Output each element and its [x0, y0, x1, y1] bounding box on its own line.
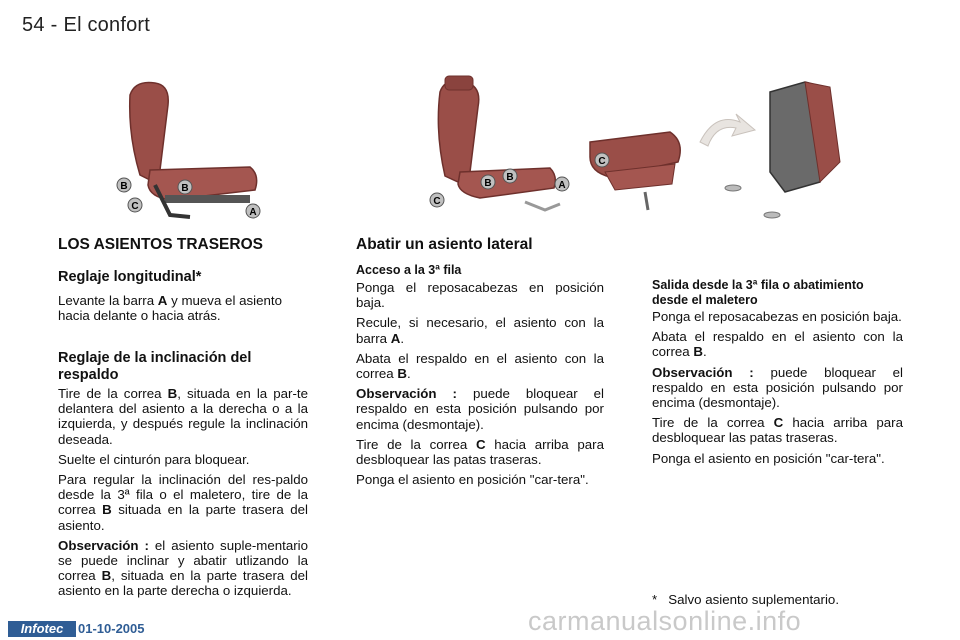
footnote-mark: * — [652, 592, 658, 607]
label-a-marker — [555, 177, 569, 191]
label-c-marker — [595, 153, 609, 167]
print-date: 01-10-2005 — [78, 621, 145, 636]
label-b-marker — [481, 175, 495, 189]
seat-adjustment-illustration — [110, 75, 270, 225]
seat-folding-illustration — [410, 72, 890, 222]
paragraph-access: Ponga el reposacabezas en posición baja. Recule, si necesario, el asiento con la barra A. Abata el respaldo en el asiento con la correa B. Observación : puede bloquear el respaldo en esta posición pulsando por encima (desmontaje). Tire de la correa C hacia arriba para desbloquear las patas traseras. Ponga el asiento en posición "car-tera". — [356, 280, 604, 488]
infotec-logo: Infotec — [8, 621, 76, 637]
subheading-exit: Salida desde la 3ª fila o abatimiento desde el maletero — [652, 278, 864, 307]
label-a-marker — [246, 204, 260, 218]
paragraph-longitudinal: Levante la barra A y mueva el asiento hacia delante o hacia atrás. — [58, 293, 282, 324]
paragraph-exit: Ponga el reposacabezas en posición baja. Abata el respaldo en el asiento con la correa B. Observación : puede bloquear el respaldo en esta posición pulsando por encima (desmontaje). Tire de la correa C hacia arriba para desbloquear las patas traseras. Ponga el asiento en posición "car-tera". — [652, 309, 903, 466]
section-heading: LOS ASIENTOS TRASEROS — [58, 236, 263, 253]
subheading-access: Acceso a la 3ª fila — [356, 263, 462, 277]
subheading-longitudinal: Reglaje longitudinal* — [58, 269, 202, 285]
heading-fold-seat: Abatir un asiento lateral — [356, 236, 533, 253]
label-b-marker — [117, 178, 131, 192]
paragraph-inclination: Tire de la correa B, situada en la par-te delantera del asiento a la derecha o a la izquierda, y después regule la inclinación deseada. Suelte el cinturón para bloquear. Para regular la inclinación del res-paldo desde la 3ª fila o el maletero, tire de la correa B situada en la parte trasera del asiento. Observación : el asiento suple-mentario se puede inclinar y abatir utlizando la correa B, situada en la parte trasera del asiento en la parte derecha o izquierda. — [58, 386, 308, 599]
section-title: El confort — [63, 14, 151, 36]
curved-arrow-icon — [700, 114, 755, 146]
svg-text:A: A — [249, 207, 257, 218]
svg-text:B: B — [506, 172, 514, 183]
svg-text:C: C — [598, 156, 606, 167]
svg-text:C: C — [433, 196, 441, 207]
watermark: carmanualsonline.info — [528, 606, 802, 636]
label-c-marker — [128, 198, 142, 212]
footnote-text: Salvo asiento suplementario. — [668, 592, 840, 607]
page-number: 54 — [22, 14, 45, 36]
svg-text:B: B — [181, 183, 189, 194]
svg-text:A: A — [558, 180, 566, 191]
label-b-marker — [503, 169, 517, 183]
label-b-marker — [178, 180, 192, 194]
svg-text:B: B — [120, 181, 128, 192]
page-header — [22, 14, 150, 37]
label-c-marker — [430, 193, 444, 207]
svg-text:B: B — [484, 178, 492, 189]
svg-text:C: C — [131, 201, 139, 212]
subheading-inclination: Reglaje de la inclinación del respaldo — [58, 350, 252, 383]
header-separator: - — [50, 14, 58, 36]
footnote — [652, 592, 839, 607]
